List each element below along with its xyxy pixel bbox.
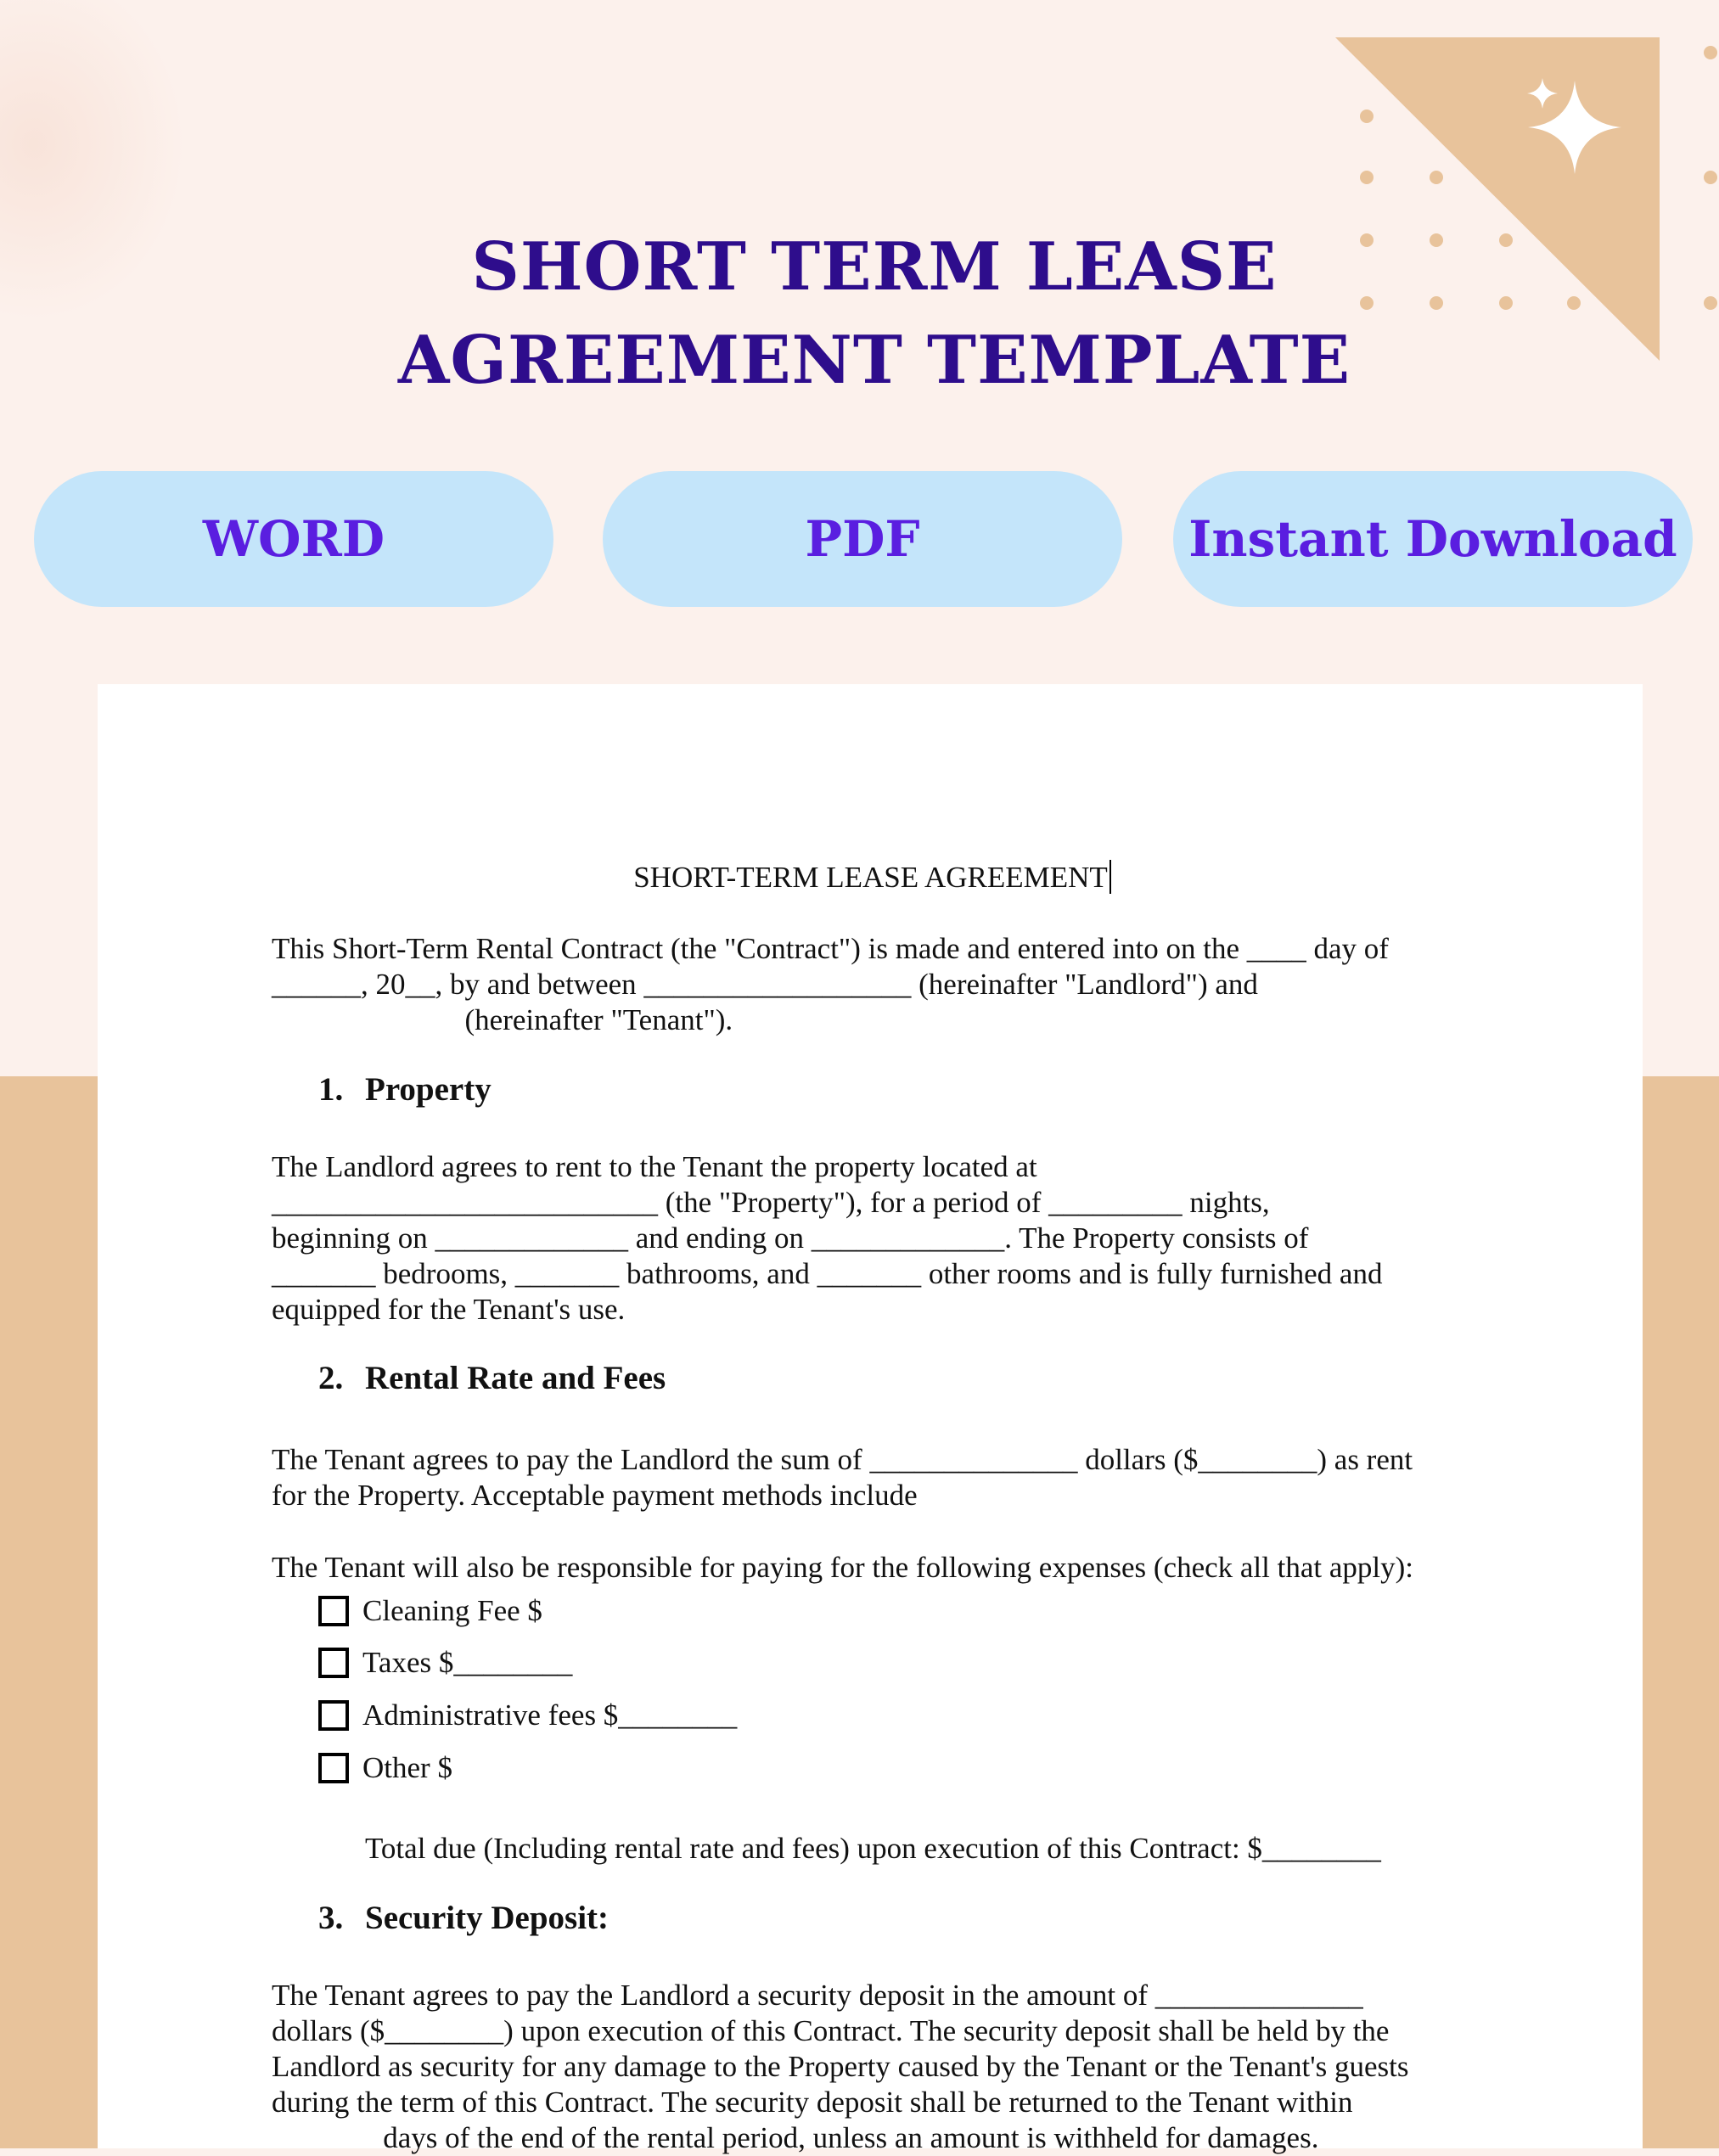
intro-line: (hereinafter "Tenant"). <box>272 1003 733 1036</box>
section-number: 3. <box>318 1900 344 1936</box>
instant-download-button[interactable]: Instant Download <box>1173 471 1693 607</box>
paragraph-line: The Tenant agrees to pay the Landlord a security deposit in the amount of ______________ <box>272 1979 1363 2012</box>
paragraph-line: equipped for the Tenant's use. <box>272 1293 626 1326</box>
paragraph-line: The Tenant agrees to pay the Landlord the sum of ______________ dollars ($________) as rent <box>272 1443 1413 1476</box>
expense-option-administrative-fees <box>318 1694 737 1737</box>
intro-line: This Short-Term Rental Contract (the "Contract") is made and entered into on the ____ day of <box>272 932 1389 965</box>
administrative-fees-checkbox[interactable] <box>318 1700 349 1731</box>
section-title: Property <box>365 1071 492 1108</box>
paragraph-line: __________________________ (the "Property"), for a period of _________ nights, <box>272 1186 1270 1219</box>
page-title-line-1: SHORT TERM LEASE <box>471 228 1278 306</box>
document-title-text: SHORT-TERM LEASE AGREEMENT <box>633 861 1108 894</box>
intro-paragraph <box>272 931 1570 1038</box>
intro-line: ______, 20__, by and between __________________ (hereinafter "Landlord") and <box>272 968 1258 1001</box>
expense-option-cleaning-fee <box>318 1590 542 1632</box>
other-checkbox[interactable] <box>318 1753 349 1783</box>
section-number: 1. <box>318 1071 344 1108</box>
paragraph-line: _______ bedrooms, _______ bathrooms, and _______ other rooms and is fully furnished and <box>272 1257 1383 1290</box>
section-title: Security Deposit: <box>365 1900 610 1936</box>
taxes-checkbox[interactable] <box>318 1648 349 1678</box>
document-preview <box>98 684 1643 2154</box>
expense-label: Taxes $________ <box>362 1646 573 1679</box>
expense-label: Cleaning Fee $ <box>362 1594 542 1627</box>
paragraph-line: for the Property. Acceptable payment methods include <box>272 1479 918 1512</box>
page-title <box>323 221 1426 407</box>
paragraph-line: Landlord as security for any damage to the Property caused by the Tenant or the Tenant's guests <box>272 2050 1409 2083</box>
property-paragraph <box>272 1149 1570 1328</box>
section-heading-rental-rate <box>318 1361 666 1396</box>
document-title <box>272 860 1473 896</box>
background-blob <box>0 0 187 323</box>
expense-label: Administrative fees $________ <box>362 1698 738 1732</box>
section-heading-property <box>318 1072 492 1108</box>
rental-rate-paragraph <box>272 1442 1570 1513</box>
section-title: Rental Rate and Fees <box>365 1360 666 1396</box>
expenses-intro: The Tenant will also be responsible for paying for the following expenses (check all that apply): <box>272 1551 1413 1584</box>
page-title-line-2: AGREEMENT TEMPLATE <box>397 322 1351 399</box>
cleaning-fee-checkbox[interactable] <box>318 1596 349 1626</box>
security-deposit-paragraph <box>272 1978 1570 2156</box>
section-number: 2. <box>318 1360 344 1396</box>
section-heading-security-deposit <box>318 1901 609 1936</box>
text-cursor <box>1109 860 1111 894</box>
paragraph-line: beginning on _____________ and ending on _____________. The Property consists of <box>272 1221 1309 1255</box>
total-due-line: Total due (Including rental rate and fees) upon execution of this Contract: $________ <box>365 1832 1381 1865</box>
pdf-format-button[interactable]: PDF <box>603 471 1122 607</box>
paragraph-line: dollars ($________) upon execution of this Contract. The security deposit shall be held by the <box>272 2014 1390 2047</box>
expense-label: Other $ <box>362 1751 452 1784</box>
paragraph-line: The Landlord agrees to rent to the Tenant the property located at <box>272 1150 1037 1183</box>
paragraph-line: during the term of this Contract. The security deposit shall be returned to the Tenant within <box>272 2086 1353 2119</box>
paragraph-line: days of the end of the rental period, unless an amount is withheld for damages. <box>272 2121 1319 2154</box>
expense-option-other <box>318 1747 452 1789</box>
word-format-button[interactable]: WORD <box>34 471 553 607</box>
expense-option-taxes <box>318 1642 572 1684</box>
